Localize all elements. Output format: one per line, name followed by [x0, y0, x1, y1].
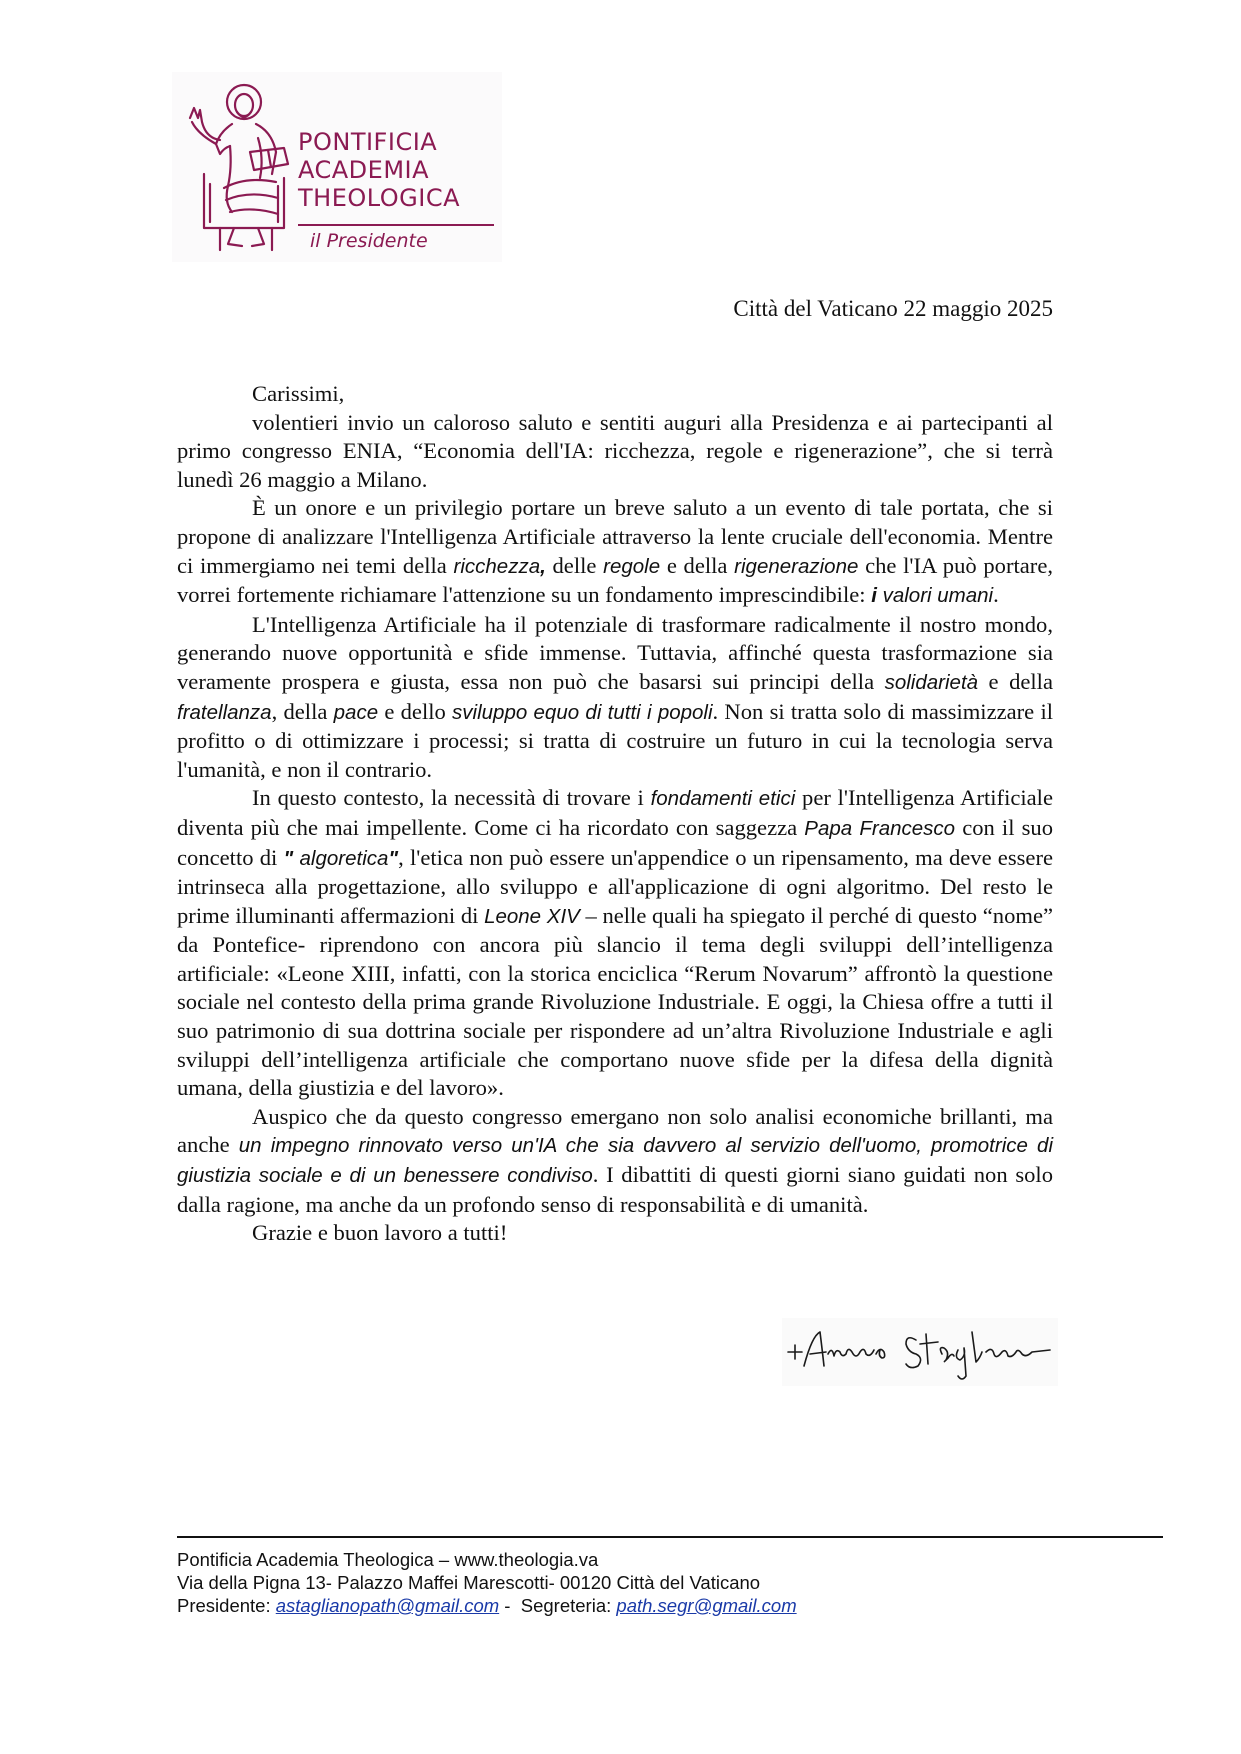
text-run: che l'IA può portare, vorrei fortemente richiamare l'attenzione su un fondamento imprescindibile: — [177, 552, 1053, 608]
text-run: e dello — [378, 698, 453, 724]
footer — [177, 1548, 797, 1617]
organization-name-line-2: ACADEMIA — [298, 156, 430, 184]
footer-divider — [177, 1536, 1163, 1538]
text-run: con il suo concetto di — [177, 814, 1054, 870]
text-run: delle — [545, 552, 604, 578]
handwritten-signature — [782, 1318, 1058, 1386]
paragraph-1: volentieri invio un caloroso saluto e sentiti auguri alla Presidenza e ai partecipanti al primo congresso ENIA, “Economia dell'IA: ricchezza, regole e rigenerazione”, che si terrà lunedì 26 maggio a Milano. — [177, 409, 1053, 492]
organization-name-line-3: THEOLOGICA — [298, 184, 461, 212]
closing: Grazie e buon lavoro a tutti! — [252, 1220, 508, 1246]
paragraph-2 — [177, 494, 1053, 610]
text-run: – nelle quali ha spiegato il perché di questo “nome” da Pontefice- riprendono con ancora più slancio il tema degli sviluppi dell’intelligenza artificiale: «Leone XIII, infatti, con la storica enciclica “Rerum Novarum” affrontò la questione sociale nel contesto della prima grande Rivoluzione Industriale. E oggi, la Chiesa offre a tutti il suo patrimonio di sua dottrina sociale per rispondere ad un’altra Rivoluzione Industriale e agli sviluppi dell’intelligenza artificiale che comportano nuove sfide per la difesa della dignità umana, della giustizia e del lavoro». — [177, 902, 1054, 1101]
segreteria-label: Segreteria: — [520, 1595, 617, 1616]
letter-body — [177, 380, 1053, 1248]
emphasis-valori-umani: valori umani — [876, 584, 994, 608]
emphasis-close-quote: " — [388, 846, 399, 870]
emphasis-papa-francesco: Papa Francesco — [804, 816, 956, 840]
sender-role: il Presidente — [310, 230, 428, 252]
text-run: . I dibattiti di questi giorni siano guidati non solo dalla ragione, ma anche da un profondo senso di responsabilità e di umanità. — [177, 1162, 1053, 1217]
emphasis-regole: regole — [603, 554, 661, 578]
text-run: , l'etica non può essere un'appendice o un ripensamento, ma deve essere intrinseca alla progettazione, allo sviluppo e all'applicazione di ogni algoritmo. Del resto le prime illuminanti affermazioni di — [177, 844, 1053, 928]
text-run: L'Intelligenza Artificiale ha il potenziale di trasformare radicalmente il nostro mondo, generando nuove opportunità e sfide immense. Tuttavia, affinché questa trasformazione sia veramente prospera e giusta, essa non può che basarsi sui principi della — [177, 611, 1053, 694]
paragraph-4 — [177, 784, 1053, 1103]
organization-name-line-1: PONTIFICIA — [298, 128, 438, 156]
text-run: . — [993, 582, 999, 608]
segreteria-email-link[interactable]: path.segr@gmail.com — [616, 1595, 797, 1616]
emphasis-fratellanza: fratellanza — [177, 700, 272, 724]
emphasis-i: i — [871, 584, 877, 608]
footer-org-line: Pontificia Academia Theologica – www.theologia.va — [177, 1549, 599, 1570]
saint-emblem-icon — [180, 78, 300, 256]
text-run: È un onore e un privilegio portare un breve saluto a un evento di tale portata, che si propone di analizzare l'Intelligenza Artificiale attraverso la lente cruciale dell'economia. Mentre ci immergiamo nei temi della — [177, 495, 1053, 578]
contacts-separator: - — [499, 1595, 521, 1616]
text-run: . Non si tratta solo di massimizzare il profitto o di ottimizzare i processi; si tratta di costruire un futuro in cui la tecnologia serva l'umanità, e non il contrario. — [177, 698, 1054, 782]
text-run: per l'Intelligenza Artificiale diventa più che mai impellente. Come ci ha ricordato con saggezza — [177, 785, 1053, 840]
emphasis-sviluppo-equo: sviluppo equo di tutti i popoli — [452, 700, 713, 724]
emphasis-solidarieta: solidarietà — [884, 670, 979, 694]
emphasis-open-quote: " — [283, 846, 294, 870]
emphasis-ricchezza: ricchezza — [453, 554, 541, 578]
emphasis-leone-xiv: Leone XIV — [484, 904, 580, 928]
text-run: e della — [660, 552, 735, 578]
emphasis-rigenerazione: rigenerazione — [734, 554, 859, 578]
emphasis-impegno-rinnovato: un impegno rinnovato verso un'IA che sia davvero al servizio dell'uomo, promotrice di giustizia sociale e di un benessere condiviso — [177, 1134, 1053, 1188]
emphasis-algoretica: algoretica — [293, 846, 389, 870]
organization-name — [298, 128, 460, 212]
text-run: , della — [271, 698, 334, 724]
letterhead-divider — [298, 224, 494, 226]
footer-contacts-line — [177, 1594, 797, 1617]
salutation: Carissimi, — [252, 381, 345, 406]
letter-date: Città del Vaticano 22 maggio 2025 — [733, 296, 1053, 321]
emphasis-comma: , — [540, 554, 546, 578]
emphasis-fondamenti-etici: fondamenti etici — [650, 787, 796, 811]
footer-address-line: Via della Pigna 13- Palazzo Maffei Marescotti- 00120 Città del Vaticano — [177, 1572, 761, 1593]
letterhead — [172, 72, 502, 262]
presidente-label: Presidente: — [177, 1595, 276, 1616]
emphasis-pace: pace — [333, 700, 379, 724]
paragraph-5 — [177, 1103, 1053, 1219]
text-run: Auspico che da questo congresso emergano non solo analisi economiche brillanti, ma anche — [177, 1103, 1053, 1158]
text-run: e della — [978, 668, 1053, 694]
paragraph-3 — [177, 611, 1053, 785]
presidente-email-link[interactable]: astaglianopath@gmail.com — [275, 1595, 500, 1616]
text-run: In questo contesto, la necessità di trovare i — [252, 785, 651, 811]
